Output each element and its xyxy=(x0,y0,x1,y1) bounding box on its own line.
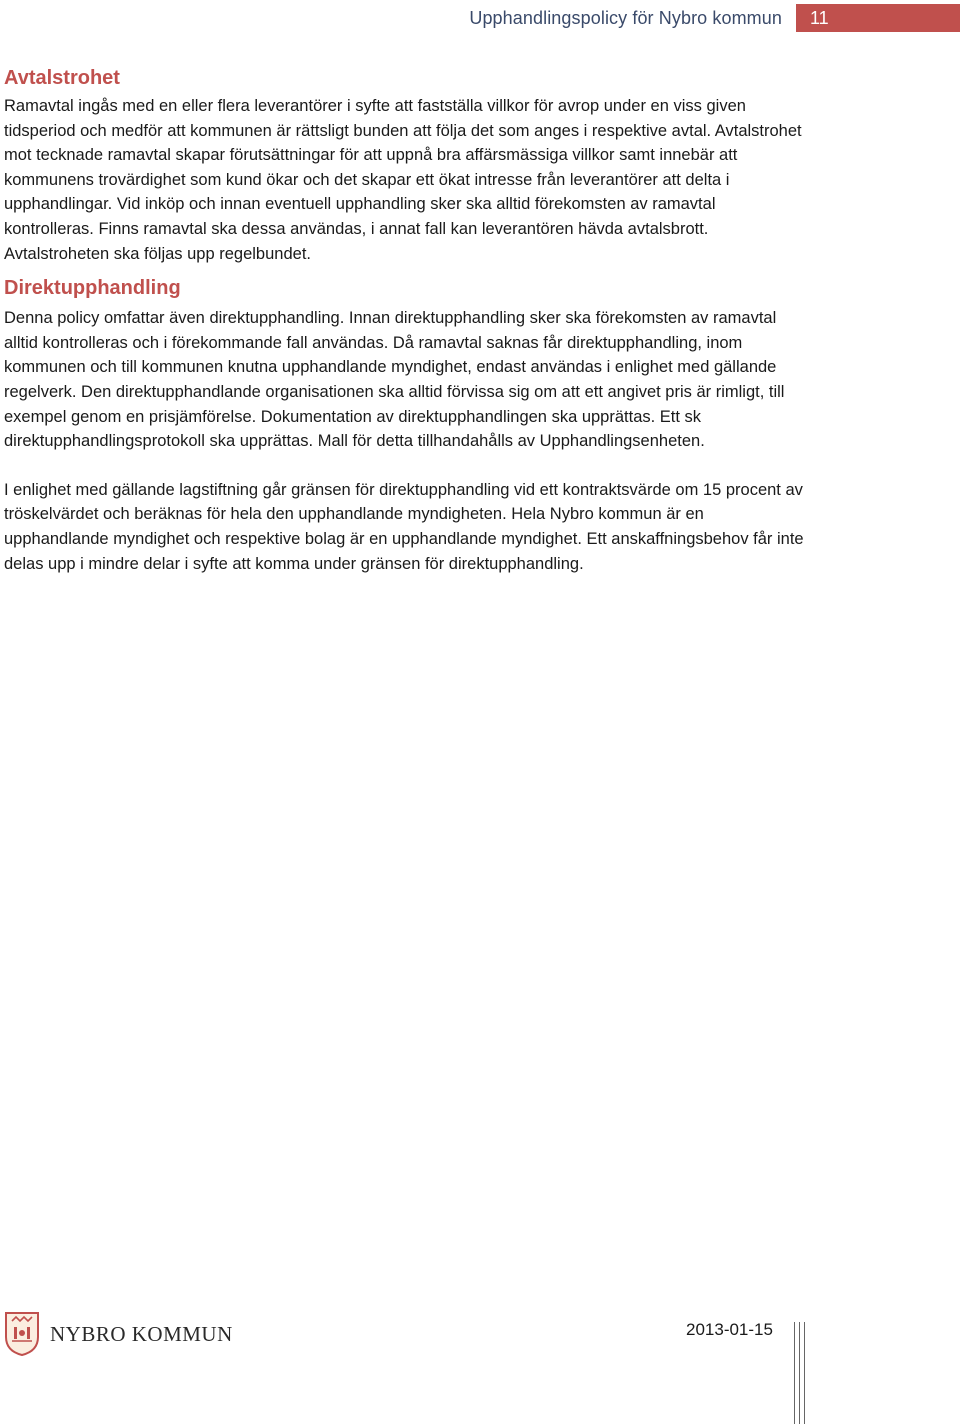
divider-line xyxy=(794,1322,795,1424)
nybro-kommun-logo xyxy=(4,1310,264,1358)
divider-line xyxy=(799,1322,800,1424)
document-title: Upphandlingspolicy för Nybro kommun xyxy=(469,8,782,28)
page-header xyxy=(0,4,960,32)
document-date: 2013-01-15 xyxy=(686,1320,773,1339)
section-heading-direktupphandling: Direktupphandling xyxy=(4,277,181,300)
page-content xyxy=(4,64,804,576)
paragraph-direktupphandling-2: I enlighet med gällande lagstiftning går gränsen för direktupphandling vid ett kontraktsvärde om 15 procent av tröskelvärdet och beräknas för hela den upphandlande myndigheten. Hela Nybro kommun är en upphandlande myndighet och respektive bolag är en upphandlande myndighet. Ett anskaffningsbehov får inte delas upp i mindre delar i syfte att komma under gränsen för direktupphandling. xyxy=(4,480,804,573)
page-number-badge: 11 xyxy=(796,4,960,32)
municipal-crest-icon xyxy=(4,1311,40,1357)
section-heading-avtalstrohet: Avtalstrohet xyxy=(4,67,120,89)
paragraph-avtalstrohet: Ramavtal ingås med en eller flera leverantörer i syfte att fastställa villkor för avrop under en viss given tidsperiod och medför att kommunen är rättsligt bunden att följa det som anges i respektive avtal. Avtalstrohet mot tecknade ramavtal skapar förutsättningar för att uppnå bra affärsmässiga villkor samt innebär att kommunens trovärdighet som kund ökar och det skapar ett ökat intresse från leverantörer att delta i upphandlingar. Vid inköp och innan eventuell upphandling sker ska alltid förekomsten av ramavtal kontrolleras. Finns ramavtal ska dessa användas, i annat fall kan leverantören hävda avtalsbrott. Avtalstroheten ska följas upp regelbundet. xyxy=(4,97,802,263)
footer-divider-lines xyxy=(792,1322,808,1424)
paragraph-direktupphandling-1: Denna policy omfattar även direktupphandling. Innan direktupphandling sker ska förekomsten av ramavtal alltid kontrolleras och i förekommande fall användas. Då ramavtal saknas får direktupphandling, inom kommunen och till kommunen knutna upphandlande myndighet, endast användas i enlighet med gällande regelverk. Den direktupphandlande organisationen ska alltid förvissa sig om att ett angivet pris är rimligt, till exempel genom en prisjämförelse. Dokumentation av direktupphandlingen ska upprättas. Ett sk direktupphandlingsprotokoll ska upprättas. Mall för detta tillhandahålls av Upphandlingsenheten. xyxy=(4,309,785,451)
logo-text: NYBRO KOMMUN xyxy=(50,1321,233,1346)
divider-line xyxy=(804,1322,805,1424)
